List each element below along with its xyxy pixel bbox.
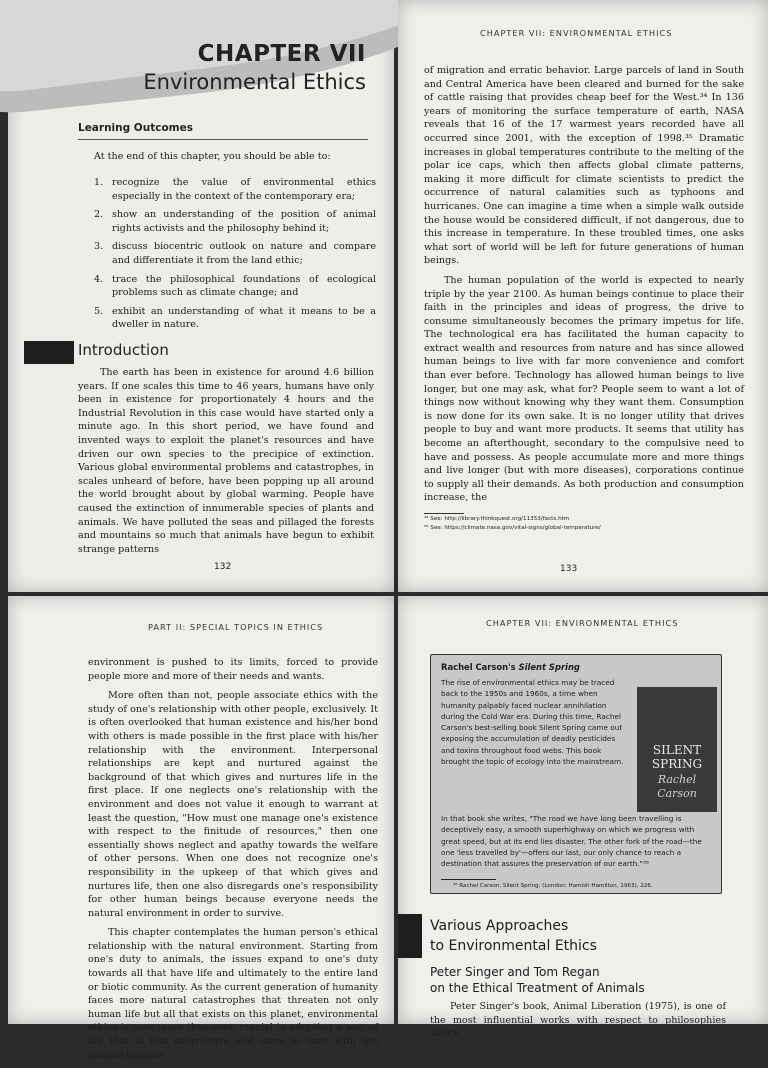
running-head: CHAPTER VII: ENVIRONMENTAL ETHICS: [486, 618, 679, 628]
section-heading-line: to Environmental Ethics: [430, 938, 597, 954]
learning-outcomes-list: [94, 168, 376, 337]
page-134: [8, 596, 394, 1061]
body-paragraph: environment is pushed to its limits, forced to provide people more and more of their needs and wants.: [88, 657, 378, 682]
chapter-name: Environmental Ethics: [143, 70, 366, 94]
box-footnote: ³⁶ Rachel Carson, Silent Spring, (London: Hamish Hamilton, 1963), 226.: [453, 883, 653, 889]
section-marker-bar: [24, 341, 74, 364]
outcome-item: [94, 273, 376, 300]
outcome-item: [94, 240, 376, 267]
chapter-title: [143, 40, 366, 96]
cover-author: Rachel Carson: [657, 773, 697, 800]
body-paragraph: More often than not, people associate ethics with the study of one's relationship with other people, exclusively. It is often overlooked that human existence and his/her bond with others is made possible in the first place with his/her relationship with the environment. Interpersonal relationships are kept and nurtured against the background of that which gives and nurtures life in the first place. If one neglects one's relationship with the environment and does not value it enough to warrant at least the question, "How must one manage one's existence with respect to the finitude of resources," then one essentially shows neglect and apathy towards the welfare of other persons. When one does not recognize one's responsibility in the upkeep of that which gives and nurtures life, then one also disregards one's responsibility for other human beings because everyone needs the natural environment in order to survive.: [88, 690, 378, 919]
chapter-number: CHAPTER VII: [197, 41, 366, 67]
cover-title: SILENT SPRING: [651, 743, 703, 771]
running-head: CHAPTER VII: ENVIRONMENTAL ETHICS: [480, 28, 673, 38]
outcome-text: recognize the value of environmental ethics especially in the context of the contemporary era;: [112, 177, 376, 202]
introduction-paragraph: The earth has been in existence for around 4.6 billion years. If one scales this time to 46 years, humans have only been in existence for proportionately 4 hours and the Industrial Revolution in this case would have started only a minute ago. In this short period, we have found and invented ways to exploit the planet's resources and have driven our own species to the precipice of extinction. Various global environmental problems and catastrophes, in scales unheard of before, have been popping up all around the world brought about by global warming. People have caused the extinction of innumerable species of plants and animals. We have polluted the seas and pillaged the forests and mountains so much that animals have begun to exhibit strange patterns: [78, 367, 374, 555]
outcome-number: 1.: [94, 177, 104, 188]
outcome-text: trace the philosophical foundations of ecological problems such as climate change; and: [112, 273, 376, 299]
footnote-rule: [424, 513, 464, 514]
footnotes: [424, 515, 744, 533]
section-heading-line: Various Approaches: [430, 918, 569, 934]
box-title-italic: Silent Spring: [518, 662, 580, 672]
body-column: [424, 64, 744, 511]
body-paragraph: This chapter contemplates the human person's ethical relationship with the natural environment. Starting from one's duty to animals, the issues expand to one's duty towards all that have life and ultimately to the entire land or biotic community. As the current generation of humanity faces more natural catastrophes that threaten not only human life but all that exists on this planet, environmental ethics is now, more than ever, crucial in adopting a way of life that is less destructive and more in tune with the natural balance: [88, 927, 378, 1061]
body-paragraph: The human population of the world is expected to nearly triple by the year 2100. As human beings continue to place their faith in the principles and ideas of progress, the drive to consume simultaneously becomes the primary impetus for life. The technological era has facilitated the human capacity to extract wealth and resources from nature and has since allowed human beings to live with far more convenience and comfort than ever before. Technology has allowed human beings to live longer, but one may ask, what for? People seem to want a lot of things now without knowing why they want them. Consumption is now done for its own sake. It is no longer utility that drives people to buy and want more products. It seems that utility has become an afterthought, secondary to the compulsive need to have and possess. As people accumulate more and more things and live longer (but with more diseases), corporations continue to supply all their demands. As both production and consumption increase, the: [424, 274, 744, 504]
outcome-item: [94, 176, 376, 203]
outcome-number: 4.: [94, 273, 104, 285]
sub-heading: [430, 964, 645, 996]
box-title: [441, 662, 580, 672]
body-column: [88, 656, 378, 1068]
introduction-heading: Introduction: [78, 341, 169, 359]
page-number: 133: [560, 564, 578, 574]
page-133: [398, 0, 768, 592]
learning-outcomes-heading: Learning Outcomes: [78, 122, 368, 140]
outcome-text: discuss biocentric outlook on nature and compare and differentiate it from the land ethic;: [112, 241, 376, 266]
learning-outcomes-intro: At the end of this chapter, you should be able to:: [94, 151, 331, 162]
page-135: [398, 596, 768, 1040]
sub-heading-line: Peter Singer and Tom Regan: [430, 965, 600, 979]
box-title-prefix: Rachel Carson's: [441, 662, 519, 672]
sub-heading-line: on the Ethical Treatment of Animals: [430, 981, 645, 995]
box-footnote-rule: [441, 879, 496, 880]
outcome-number: 3.: [94, 241, 104, 253]
footnote-34: ³⁴ See: http://library.thinkquest.org/11353/facts.htm: [424, 516, 570, 522]
outcome-text: exhibit an understanding of what it means to be a dweller in nature.: [112, 305, 376, 331]
section-marker-bar: [398, 914, 422, 958]
outcome-text: show an understanding of the position of animal rights activists and the philosophy behind it;: [112, 209, 376, 234]
outcome-item: [94, 305, 376, 332]
box-text: The rise of environmental ethics may be traced back to the 1950s and 1960s, a time when humanity palpably faced nuclear annihilation during the Cold War era. During this time, Rachel Carson's best-selling book Silent Spring came out exposing the accumulation of deadly pesticides and toxins throughout food webs. This book brought the topic of ecology into the mainstream.: [441, 678, 624, 767]
outcome-number: 5.: [94, 305, 104, 317]
outcome-item: [94, 208, 376, 235]
outcome-number: 2.: [94, 209, 104, 221]
page-number: 132: [214, 562, 232, 572]
book-cover-image: [637, 687, 717, 812]
running-head: PART II: SPECIAL TOPICS IN ETHICS: [148, 622, 324, 632]
sidebar-box: [430, 654, 722, 894]
body-paragraph: Peter Singer's book, Animal Liberation (1975), is one of the most influential works with respect to philosophies which: [430, 1001, 726, 1040]
page-132: [8, 0, 394, 592]
section-heading: [430, 916, 597, 956]
body-paragraph: of migration and erratic behavior. Large parcels of land in South and Central America have been cleared and burned for the sake of cattle raising that provides cheap beef for the West.³⁴ In 136 years of monitoring the surface temperature of earth, NASA reveals that 16 of the 17 warmest years recorded have all occurred since 2001, with the exception of 1998.³⁵ Dramatic increases in global temperatures contribute to the melting of the polar ice caps, which then affects global climate patterns, making it more difficult for climate scientists to predict the occurrence of natural calamities such as typhoons and hurricanes. One can imagine a time when a simple walk outside the house would be considered difficult, if not dangerous, due to this increase in temperature. In these troubled times, one asks what sort of world will be left for future generations of human beings.: [424, 65, 744, 267]
box-quote: In that book she writes, "The road we have long been travelling is deceptively easy, a smooth superhighway on which we progress with great speed, but at its end lies disaster. The other fork of the road—the one 'less travelled by'—offers our last, our only chance to reach a destination that assures the preservation of our earth."³⁶: [441, 814, 702, 869]
footnote-35: ³⁵ See: https://climate.nasa.gov/vital-signs/global-temperature/: [424, 525, 601, 531]
